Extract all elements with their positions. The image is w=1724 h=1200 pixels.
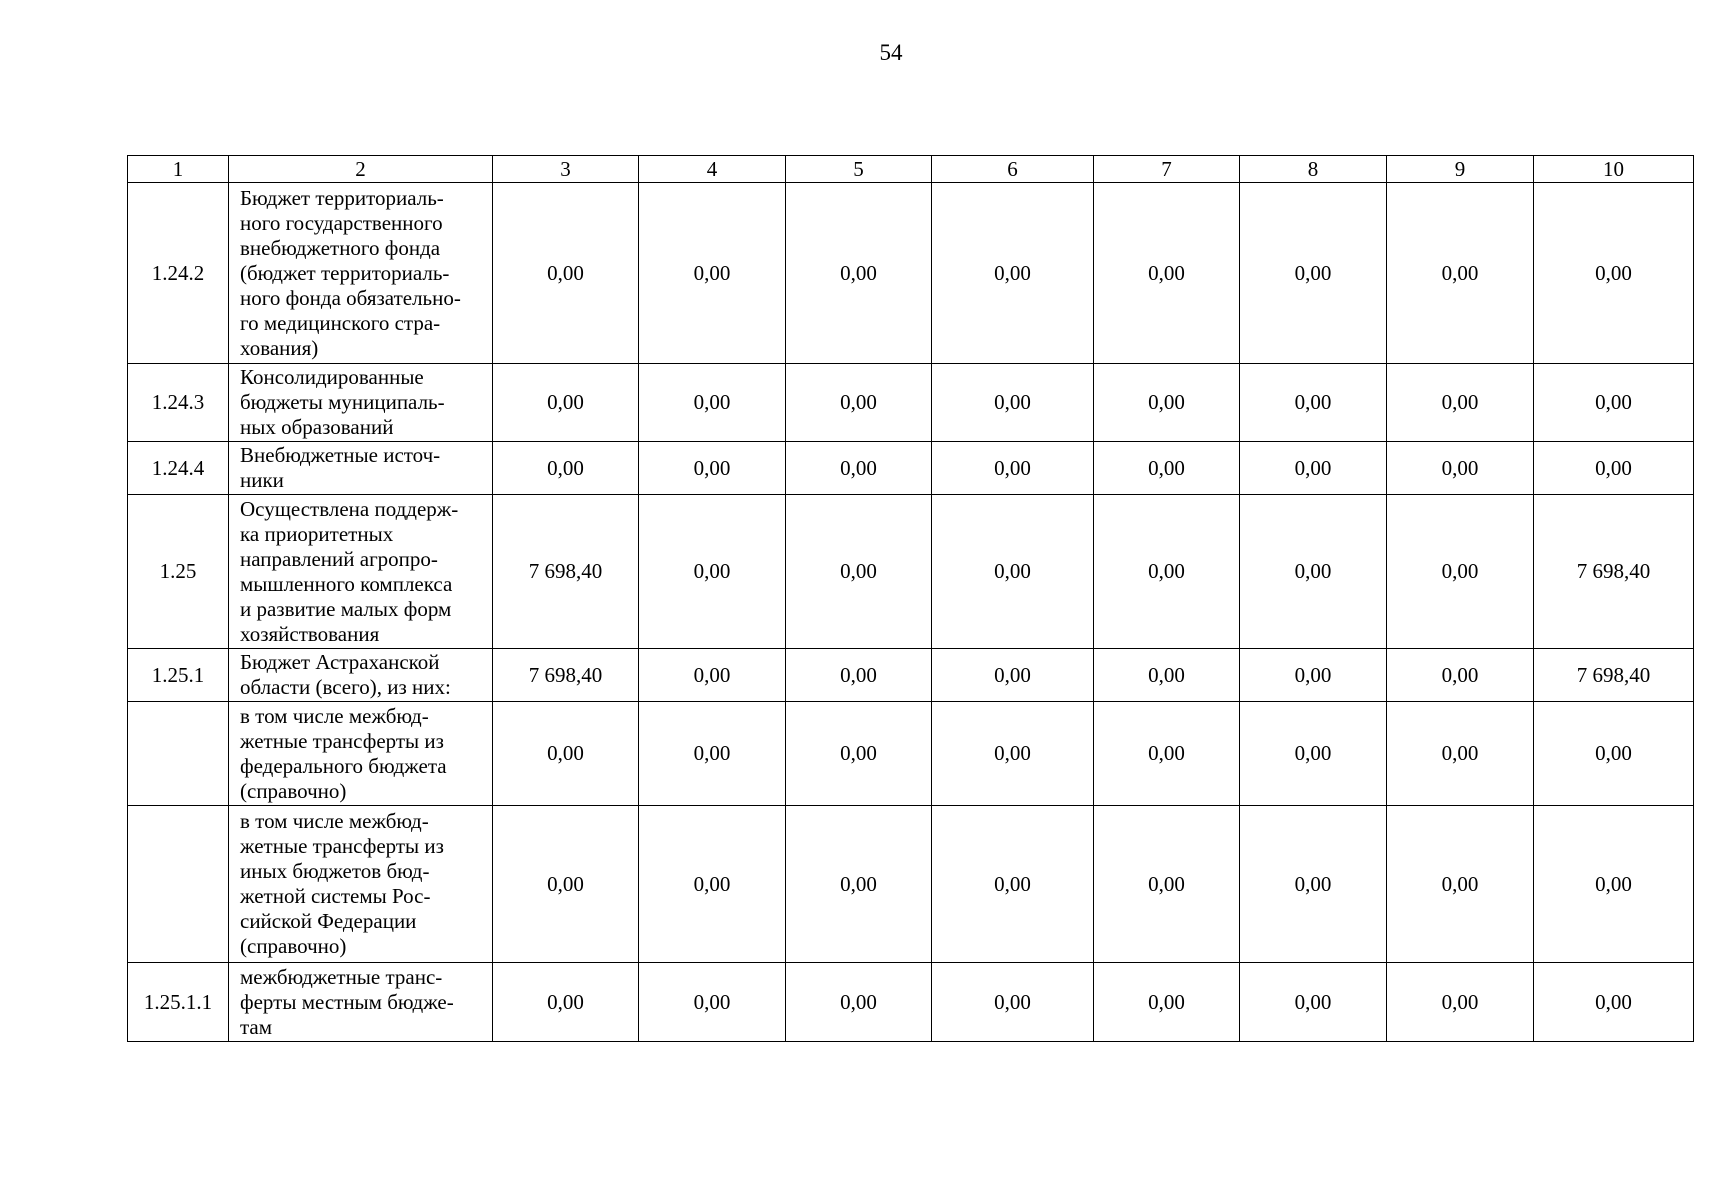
row-description (229, 806, 493, 963)
row-code (128, 702, 229, 806)
table-row (128, 183, 1694, 364)
value-cell: 7 698,40 (493, 649, 639, 702)
description-line: (бюджет территориаль- (240, 260, 450, 285)
description-line: федерального бюджета (240, 753, 447, 778)
value-cell: 0,00 (932, 364, 1094, 442)
description-line: и развитие малых форм (240, 596, 452, 621)
value-cell: 0,00 (639, 963, 786, 1042)
description-line: го медицинского стра- (240, 310, 441, 335)
value-cell: 0,00 (1240, 442, 1387, 495)
budget-table (127, 155, 1694, 1042)
description-line: внебюджетного фонда (240, 235, 441, 260)
value-cell: 0,00 (786, 495, 932, 649)
description-line: направлений агропро- (240, 546, 438, 571)
description-line: ных образований (240, 415, 394, 439)
description-line: в том числе межбюд- (240, 809, 429, 833)
value-cell: 0,00 (1094, 495, 1240, 649)
value-cell: 0,00 (1534, 963, 1694, 1042)
description-line: (справочно) (240, 934, 347, 958)
column-header: 3 (493, 156, 639, 183)
value-cell: 0,00 (1094, 702, 1240, 806)
table-row (128, 806, 1694, 963)
description-line: мышленного комплекса (240, 571, 453, 596)
description-line: хозяйствования (240, 621, 380, 646)
value-cell: 0,00 (1387, 649, 1534, 702)
value-cell: 0,00 (1094, 963, 1240, 1042)
table-row (128, 495, 1694, 649)
value-cell: 0,00 (1534, 702, 1694, 806)
value-cell: 0,00 (786, 702, 932, 806)
value-cell: 0,00 (932, 183, 1094, 364)
description-line: Консолидированные (240, 365, 424, 389)
column-header: 5 (786, 156, 932, 183)
table-row (128, 649, 1694, 702)
value-cell: 0,00 (639, 442, 786, 495)
description-line: бюджеты муниципаль- (240, 390, 445, 414)
description-line: Бюджет территориаль- (240, 185, 444, 210)
value-cell: 0,00 (1534, 364, 1694, 442)
description-line: ники (240, 468, 284, 492)
column-header: 6 (932, 156, 1094, 183)
value-cell: 0,00 (1240, 495, 1387, 649)
value-cell: 0,00 (493, 364, 639, 442)
value-cell: 0,00 (932, 649, 1094, 702)
value-cell: 0,00 (639, 649, 786, 702)
row-description (229, 649, 493, 702)
description-line: Внебюджетные источ- (240, 443, 441, 467)
value-cell: 0,00 (1240, 364, 1387, 442)
description-line: сийской Федерации (240, 909, 417, 933)
row-description (229, 495, 493, 649)
value-cell: 0,00 (1240, 963, 1387, 1042)
description-line: жетной системы Рос- (240, 884, 431, 908)
column-header: 2 (229, 156, 493, 183)
description-line: ного государственного (240, 210, 443, 235)
value-cell: 0,00 (1387, 183, 1534, 364)
value-cell: 0,00 (932, 495, 1094, 649)
value-cell: 0,00 (1094, 442, 1240, 495)
row-description (229, 702, 493, 806)
value-cell: 0,00 (639, 806, 786, 963)
description-line: ферты местным бюдже- (240, 989, 454, 1014)
page-number: 54 (879, 40, 903, 65)
value-cell: 0,00 (1387, 364, 1534, 442)
description-line: ного фонда обязательно- (240, 285, 461, 310)
row-code: 1.25.1 (128, 649, 229, 702)
value-cell: 0,00 (493, 442, 639, 495)
value-cell: 0,00 (493, 806, 639, 963)
value-cell: 0,00 (493, 702, 639, 806)
value-cell: 0,00 (786, 649, 932, 702)
description-line: ка приоритетных (240, 521, 394, 546)
row-description (229, 442, 493, 495)
value-cell: 0,00 (1240, 702, 1387, 806)
column-header: 10 (1534, 156, 1694, 183)
value-cell: 0,00 (1534, 183, 1694, 364)
value-cell: 0,00 (1094, 183, 1240, 364)
value-cell: 0,00 (932, 806, 1094, 963)
value-cell: 0,00 (1534, 442, 1694, 495)
description-line: иных бюджетов бюд- (240, 859, 430, 883)
value-cell: 0,00 (639, 183, 786, 364)
value-cell: 0,00 (786, 364, 932, 442)
description-line: жетные трансферты из (240, 834, 444, 858)
value-cell: 0,00 (639, 364, 786, 442)
row-description (229, 364, 493, 442)
value-cell: 0,00 (1094, 364, 1240, 442)
value-cell: 0,00 (1240, 183, 1387, 364)
value-cell: 0,00 (786, 183, 932, 364)
table-row (128, 963, 1694, 1042)
table-row (128, 364, 1694, 442)
description-line: (справочно) (240, 778, 347, 803)
value-cell: 0,00 (1240, 649, 1387, 702)
value-cell: 0,00 (1240, 806, 1387, 963)
table-header-row (128, 156, 1694, 183)
value-cell: 0,00 (932, 963, 1094, 1042)
row-description (229, 963, 493, 1042)
value-cell: 0,00 (786, 806, 932, 963)
value-cell: 0,00 (1387, 806, 1534, 963)
value-cell: 0,00 (1387, 495, 1534, 649)
description-line: в том числе межбюд- (240, 703, 429, 728)
description-line: межбюджетные транс- (240, 964, 443, 989)
value-cell: 0,00 (786, 442, 932, 495)
value-cell: 0,00 (493, 963, 639, 1042)
column-header: 9 (1387, 156, 1534, 183)
row-code: 1.24.3 (128, 364, 229, 442)
row-description (229, 183, 493, 364)
column-header: 7 (1094, 156, 1240, 183)
value-cell: 7 698,40 (1534, 649, 1694, 702)
value-cell: 0,00 (1094, 806, 1240, 963)
column-header: 8 (1240, 156, 1387, 183)
value-cell: 0,00 (639, 495, 786, 649)
description-line: хования) (240, 335, 319, 360)
row-code: 1.25 (128, 495, 229, 649)
value-cell: 0,00 (1387, 963, 1534, 1042)
value-cell: 0,00 (932, 702, 1094, 806)
description-line: Бюджет Астраханской (240, 650, 440, 674)
value-cell: 0,00 (1387, 702, 1534, 806)
table-row (128, 702, 1694, 806)
value-cell: 0,00 (639, 702, 786, 806)
row-code: 1.25.1.1 (128, 963, 229, 1042)
description-line: области (всего), из них: (240, 675, 451, 699)
value-cell: 0,00 (786, 963, 932, 1042)
description-line: Осуществлена поддерж- (240, 496, 459, 521)
column-header: 4 (639, 156, 786, 183)
row-code: 1.24.4 (128, 442, 229, 495)
value-cell: 7 698,40 (1534, 495, 1694, 649)
table-row (128, 442, 1694, 495)
description-line: жетные трансферты из (240, 728, 444, 753)
value-cell: 0,00 (932, 442, 1094, 495)
row-code: 1.24.2 (128, 183, 229, 364)
value-cell: 7 698,40 (493, 495, 639, 649)
column-header: 1 (128, 156, 229, 183)
value-cell: 0,00 (1534, 806, 1694, 963)
row-code (128, 806, 229, 963)
description-line: там (240, 1014, 273, 1039)
value-cell: 0,00 (1387, 442, 1534, 495)
value-cell: 0,00 (493, 183, 639, 364)
value-cell: 0,00 (1094, 649, 1240, 702)
